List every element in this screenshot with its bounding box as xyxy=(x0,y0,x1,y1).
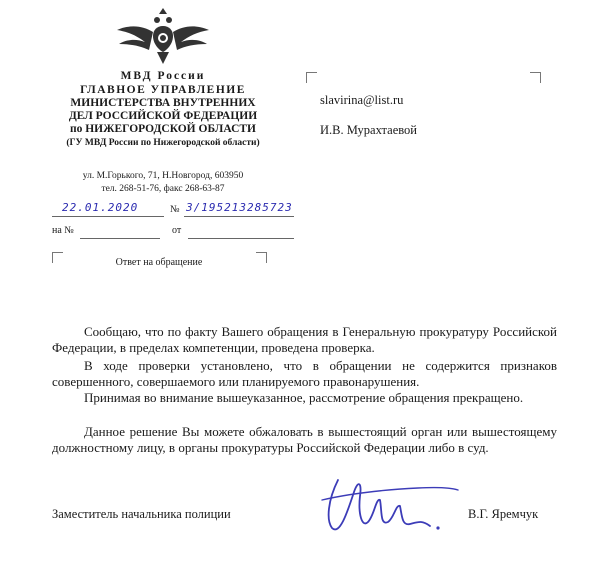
ref-label: на № xyxy=(52,225,74,236)
paragraph-2: В ходе проверки установлено, что в обращении не содержится признаков совершенного, совершаемого или планируемого правонарушения. xyxy=(52,358,557,389)
date-handwritten: 22.01.2020 xyxy=(62,201,139,214)
signatory-name: В.Г. Яремчук xyxy=(468,507,539,521)
ref-underline xyxy=(80,238,160,239)
number-handwritten: 3/195213285723 xyxy=(186,201,293,214)
recipient-email: slavirina@list.ru xyxy=(320,93,404,107)
paragraph-3: Принимая во внимание вышеуказанное, рассмотрение обращения прекращено. xyxy=(84,390,524,405)
date-underline xyxy=(52,216,164,217)
signatory-position: Заместитель начальника полиции xyxy=(52,507,231,521)
org-line-1: ГЛАВНОЕ УПРАВЛЕНИЕ xyxy=(80,84,246,96)
recipient-bracket-right xyxy=(530,72,541,83)
org-line-2: МИНИСТЕРСТВА ВНУТРЕННИХ xyxy=(70,97,256,109)
number-underline xyxy=(184,216,294,217)
org-phones: тел. 268-51-76, факс 268-63-87 xyxy=(101,184,225,194)
number-sign: № xyxy=(170,204,180,215)
handwritten-signature xyxy=(318,470,468,550)
ref-from: от xyxy=(172,225,182,236)
subject-line: Ответ на обращение xyxy=(115,257,203,268)
ref-from-underline xyxy=(188,238,294,239)
ministry-short: МВД России xyxy=(120,70,206,82)
mvd-emblem-icon xyxy=(113,8,213,68)
org-abbrev: (ГУ МВД России по Нижегородской области) xyxy=(66,138,260,148)
org-address: ул. М.Горького, 71, Н.Новгород, 603950 xyxy=(82,171,244,181)
paragraph-1: Сообщаю, что по факту Вашего обращения в Генеральную прокуратуру Российской Федерации, в пределах компетенции, проведена проверка. xyxy=(52,324,557,355)
recipient-name: И.В. Мурахтаевой xyxy=(320,123,417,137)
recipient-bracket-left xyxy=(306,72,317,83)
org-line-4: по НИЖЕГОРОДСКОЙ ОБЛАСТИ xyxy=(69,123,256,135)
paragraph-4: Данное решение Вы можете обжаловать в вышестоящий орган или вышестоящему должностному лицу, в органы прокуратуры Российской Федерации либо в суд. xyxy=(52,424,557,455)
org-line-3: ДЕЛ РОССИЙСКОЙ ФЕДЕРАЦИИ xyxy=(68,110,258,122)
